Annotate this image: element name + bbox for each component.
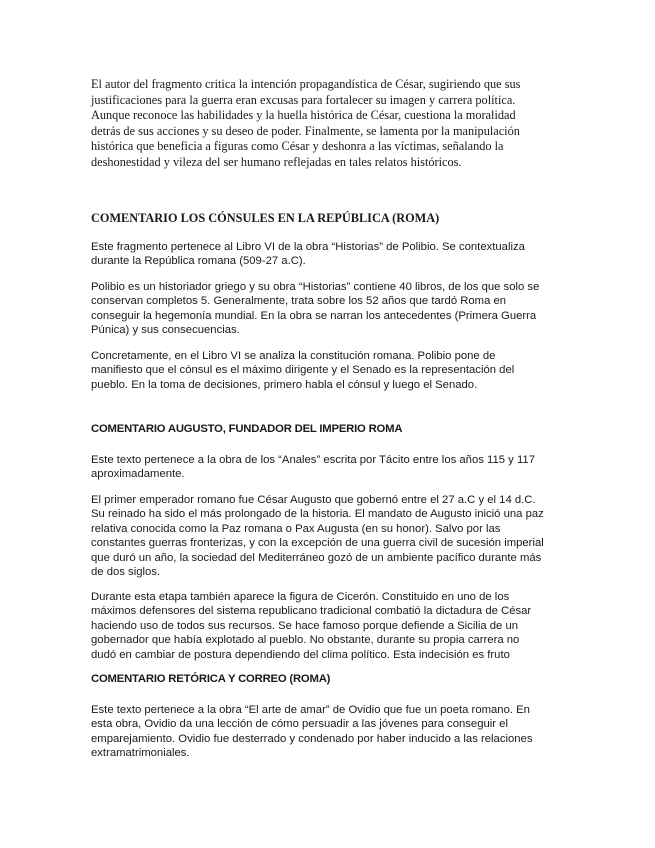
section-heading-augusto: COMENTARIO AUGUSTO, FUNDADOR DEL IMPERIO ROMA xyxy=(91,423,403,435)
text-line: Polibio es un historiador griego y su obra “Historias” contiene 40 libros, de los que solo se xyxy=(91,281,540,293)
text-line: de dos siglos. xyxy=(91,566,161,579)
text-line: histórica que beneficia a figuras como César y deshonra a las víctimas, señalando la xyxy=(91,139,504,154)
text-line: gobernador que había explotado al pueblo. No obstante, durante su propia carrera no xyxy=(91,634,520,647)
text-line: durante la República romana (509-27 a.C). xyxy=(91,255,306,268)
text-line: Aunque reconoce las habilidades y la huella histórica de César, cuestiona la moralidad xyxy=(91,108,516,123)
paragraph xyxy=(91,590,561,662)
text-line: manifiesto que el cónsul es el máximo dirigente y el Senado es la representación del xyxy=(91,364,515,377)
text-line: haciendo uso de todos sus recursos. Se hace famoso porque defiende a Sicilia de un xyxy=(91,619,519,632)
text-line: máximos defensores del sistema republicano tradicional combatió la dictadura de César xyxy=(91,605,532,618)
text-line: Púnica) y sus consecuencias. xyxy=(91,324,240,337)
intro-paragraph xyxy=(91,77,561,171)
text-line: aproximadamente. xyxy=(91,468,185,481)
text-line: Su reinado ha sido el más prolongado de la historia. El mandato de Augusto inició una paz xyxy=(91,508,544,521)
text-line: que duró un año, la sociedad del Mediterráneo gozó de un ambiente pacífico durante más xyxy=(91,551,542,564)
paragraph xyxy=(91,453,561,482)
text-line: Concretamente, en el Libro VI se analiza la constitución romana. Polibio pone de xyxy=(91,350,496,362)
paragraph xyxy=(91,703,561,761)
text-line: constantes guerras fronterizas, y con la excepción de una guerra civil de sucesión imperial xyxy=(91,537,544,550)
text-line: Este texto pertenece a la obra “El arte de amar” de Ovidio que fue un poeta romano. En xyxy=(91,704,530,716)
text-line: esta obra, Ovidio da una lección de cómo persuadir a las jóvenes para conseguir el xyxy=(91,718,508,731)
paragraph xyxy=(91,280,561,338)
text-line: El primer emperador romano fue César Augusto que gobernó entre el 27 a.C y el 14 d.C. xyxy=(91,494,536,506)
paragraph xyxy=(91,493,561,579)
text-line: conseguir la hegemonía mundial. En la obra se narran los antecedentes (Primera Guerra xyxy=(91,309,537,322)
section-heading-consules: COMENTARIO LOS CÓNSULES EN LA REPÚBLICA (ROMA) xyxy=(91,211,440,225)
text-line: dudó en cambiar de postura dependiendo del clima político. Esta indecisión es fruto xyxy=(91,648,510,661)
text-line: pueblo. En la toma de decisiones, primero habla el cónsul y luego el Senado. xyxy=(91,378,478,391)
text-line: emparejamiento. Ovidio fue desterrado y condenado por haber inducido a las relaciones xyxy=(91,732,533,745)
text-line: justificaciones para la guerra eran excusas para fortalecer su imagen y carrera política. xyxy=(91,92,516,107)
paragraph xyxy=(91,349,561,392)
text-line: Durante esta etapa también aparece la figura de Cicerón. Constituido en uno de los xyxy=(91,591,510,603)
text-line: relativa conocida como la Paz romana o Pax Augusta (en su honor). Salvo por las xyxy=(91,522,501,535)
paragraph xyxy=(91,240,561,269)
section-heading-retorica: COMENTARIO RETÓRICA Y CORREO (ROMA) xyxy=(91,673,331,685)
text-line: Este texto pertenece a la obra de los “Anales” escrita por Tácito entre los años 115 y 117 xyxy=(91,454,535,466)
text-line: Este fragmento pertenece al Libro VI de la obra “Historias” de Polibio. Se contextualiza xyxy=(91,241,525,253)
text-line: deshonestidad y vileza del ser humano reflejadas en tales relatos históricos. xyxy=(91,154,462,169)
text-line: detrás de sus acciones y su deseo de poder. Finalmente, se lamenta por la manipulación xyxy=(91,123,520,138)
text-line: conservan completos 5. Generalmente, trata sobre los 52 años que tardó Roma en xyxy=(91,295,507,308)
text-line: extramatrimoniales. xyxy=(91,747,190,760)
text-line: El autor del fragmento critica la intención propagandística de César, sugiriendo que sus xyxy=(91,77,521,91)
